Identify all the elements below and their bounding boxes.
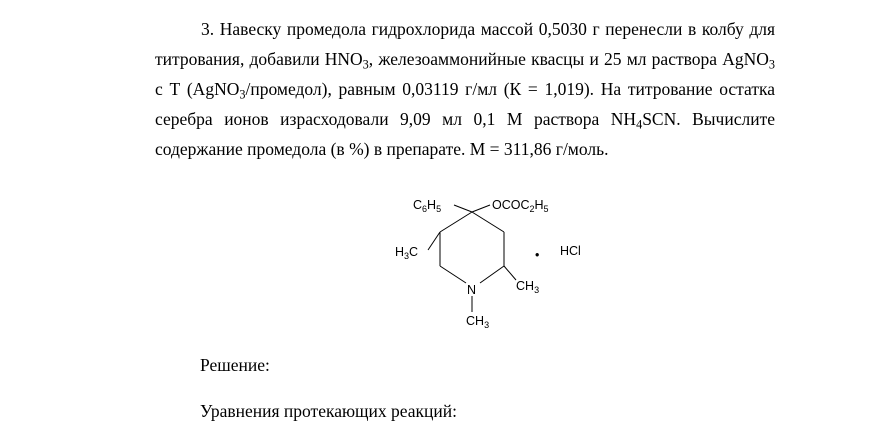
methyl-right-label: $CH_3$: [516, 279, 540, 295]
salt-label: HCl: [560, 244, 581, 258]
methyl-left-label: $H_3C$: [395, 245, 419, 261]
problem-sub-nh4: 4: [636, 117, 643, 132]
equations-heading: Уравнения протекающих реакций:: [200, 401, 457, 421]
bond-c4-c3: [440, 212, 472, 232]
bond-c6-methyl: [504, 266, 516, 280]
problem-sub-agno3-titer: 3: [239, 87, 246, 102]
problem-text-3: с Т (AgNO: [155, 79, 240, 99]
problem-number: 3.: [201, 19, 215, 39]
salt-dot: •: [535, 248, 540, 262]
bond-c4-ester: [472, 205, 490, 212]
phenyl-label: $C_6H_5$: [413, 198, 442, 214]
methyl-n-label: $CH_3$: [466, 314, 490, 330]
problem-text-5: SCN. Вычислите содержание промедола (в %) в препарате. М = 311,86 г/моль.: [155, 109, 775, 159]
promedol-structure: [380, 190, 610, 340]
nitrogen-label: N: [467, 283, 477, 297]
problem-text-4: /промедол), равным 0,03119 г/мл (К = 1,019). На титрование остатка серебра ионов израсходовали 9,09 мл 0,1 М раствора NH: [155, 79, 776, 129]
bond-n1-c6: [480, 266, 504, 283]
bond-c5-c4: [472, 212, 504, 232]
ester-label: $OCOC_2H_5$: [492, 198, 549, 214]
problem-text-1: Навеску промедола гидрохлорида массой 0,5030 г перенесли в колбу для титрования, добавили HNO: [155, 19, 776, 69]
problem-sub-agno3: 3: [768, 57, 775, 72]
problem-sub-hno3: 3: [362, 57, 369, 72]
bond-c4-phenyl: [454, 205, 472, 212]
problem-statement: [155, 14, 775, 164]
solution-heading: Решение:: [200, 355, 270, 375]
bond-c2-n1: [440, 266, 466, 283]
bond-c3-methyl: [428, 232, 440, 250]
problem-text-2: , железоаммонийные квасцы и 25 мл раствора AgNO: [368, 49, 769, 69]
problem-paragraph: [155, 14, 775, 164]
